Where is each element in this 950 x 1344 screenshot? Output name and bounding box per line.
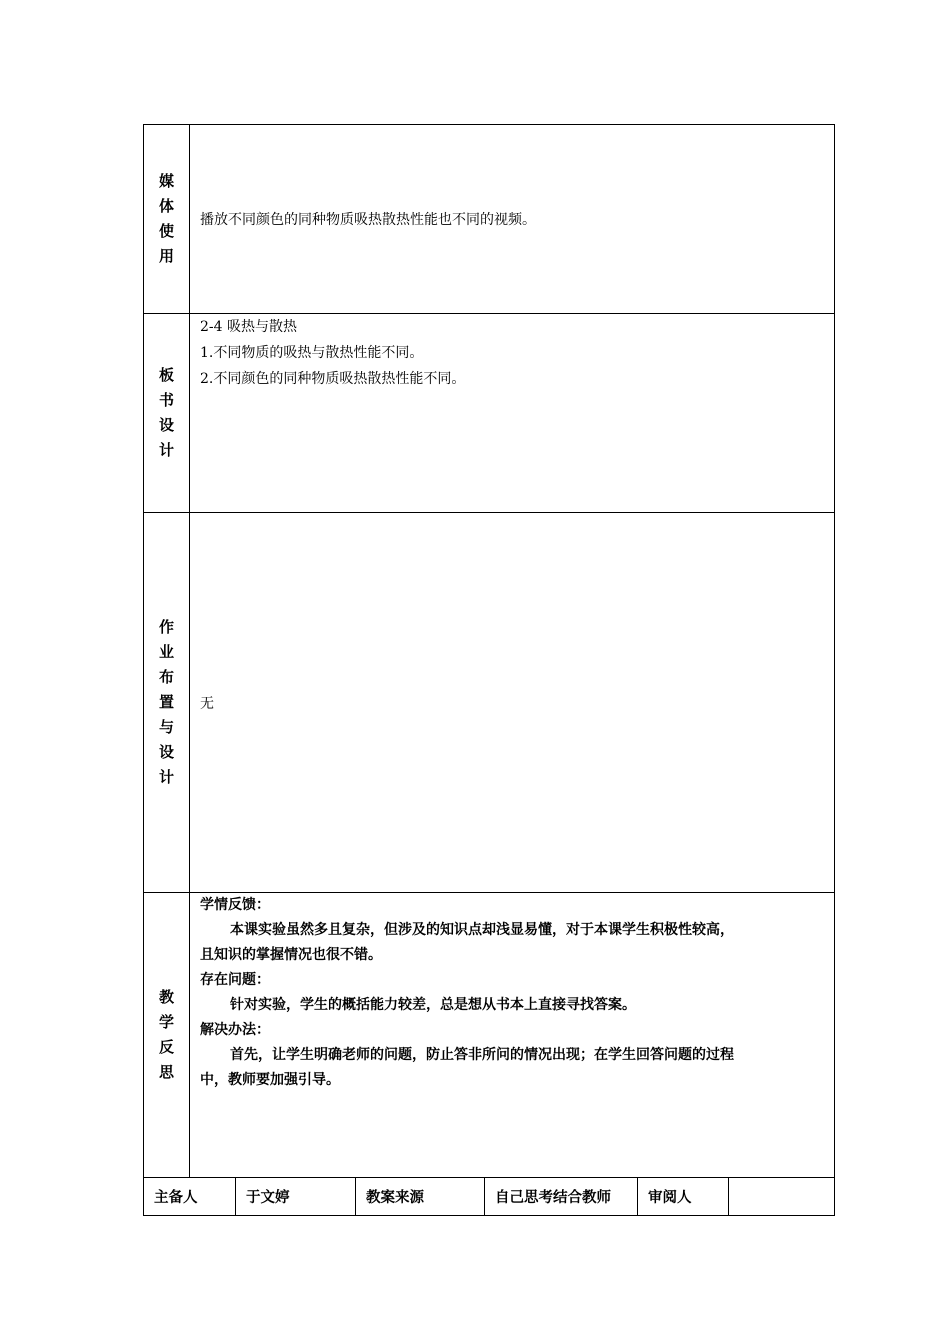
header-char: 用	[158, 247, 174, 265]
source-label: 教案来源	[356, 1177, 485, 1215]
reviewer-value	[729, 1177, 834, 1215]
board-design-header	[144, 314, 190, 512]
media-use-cell	[190, 125, 834, 313]
header-char: 作	[158, 618, 174, 636]
header-char: 媒	[158, 172, 174, 190]
media-use-text: 播放不同颜色的同种物质吸热散热性能也不同的视频。	[200, 212, 536, 228]
header-char: 设	[158, 416, 174, 434]
header-char: 与	[158, 718, 174, 736]
media-use-label	[159, 169, 174, 269]
header-char: 思	[158, 1063, 174, 1081]
reflection-cell	[190, 893, 834, 1177]
reviewer-label: 审阅人	[638, 1177, 729, 1215]
header-char: 计	[158, 768, 174, 786]
board-line: 1.不同物质的吸热与散热性能不同。	[200, 345, 424, 361]
header-char: 使	[158, 222, 174, 240]
header-char: 反	[158, 1038, 174, 1056]
reflection-line: 存在问题：	[200, 972, 270, 988]
header-char: 书	[158, 391, 174, 409]
lesson-plan-table	[143, 124, 835, 1216]
media-use-header	[144, 125, 190, 313]
header-char: 教	[158, 988, 174, 1006]
header-char: 学	[158, 1013, 174, 1031]
row-homework	[144, 513, 834, 893]
reflection-line: 解决办法：	[200, 1022, 270, 1038]
header-char: 置	[158, 693, 174, 711]
reflection-line: 中，教师要加强引导。	[200, 1072, 340, 1088]
source-value: 自己思考结合教师	[485, 1177, 638, 1215]
reflection-line: 且知识的掌握情况也很不错。	[200, 947, 382, 963]
row-board-design	[144, 314, 834, 513]
reflection-line: 首先，让学生明确老师的问题，防止答非所问的情况出现；在学生回答问题的过程	[230, 1047, 734, 1063]
reflection-label	[159, 985, 174, 1085]
reflection-line: 本课实验虽然多且复杂，但涉及的知识点却浅显易懂，对于本课学生积极性较高，	[230, 922, 734, 938]
row-media-use	[144, 125, 834, 314]
preparer-label: 主备人	[144, 1177, 236, 1215]
preparer-name: 于文婷	[236, 1177, 356, 1215]
row-reflection	[144, 893, 834, 1178]
homework-label	[159, 615, 174, 790]
board-design-label	[159, 363, 174, 463]
homework-header	[144, 513, 190, 892]
homework-text: 无	[200, 695, 214, 712]
board-line: 2-4 吸热与散热	[200, 319, 297, 335]
header-char: 计	[158, 441, 174, 459]
header-char: 体	[158, 197, 174, 215]
reflection-header	[144, 893, 190, 1177]
board-design-cell	[190, 314, 834, 512]
header-char: 板	[158, 366, 174, 384]
header-char: 设	[158, 743, 174, 761]
header-char: 业	[158, 643, 174, 661]
signature-row	[144, 1177, 834, 1215]
header-char: 布	[158, 668, 174, 686]
board-line: 2.不同颜色的同种物质吸热散热性能不同。	[200, 371, 466, 387]
reflection-line: 针对实验，学生的概括能力较差，总是想从书本上直接寻找答案。	[230, 997, 636, 1013]
reflection-line: 学情反馈：	[200, 897, 270, 913]
homework-cell	[190, 513, 834, 892]
